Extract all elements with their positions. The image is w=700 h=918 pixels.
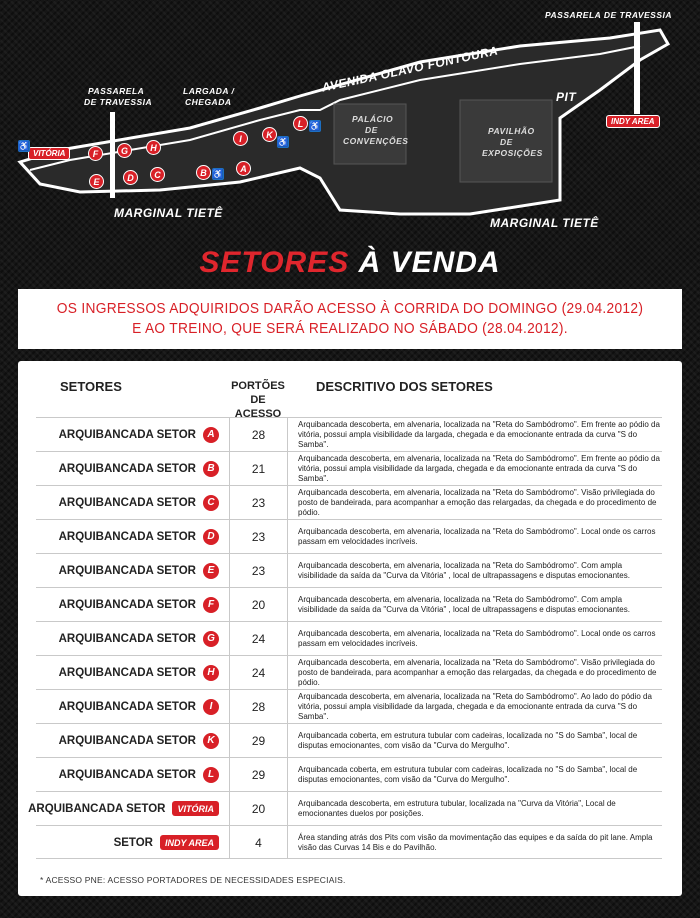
- header-descritivo: DESCRITIVO DOS SETORES: [316, 379, 493, 394]
- sector-name: ARQUIBANCADA SETOR: [58, 564, 196, 577]
- table-row: [36, 689, 662, 723]
- sector-name-cell: [36, 452, 230, 485]
- table-row: [36, 485, 662, 519]
- map-label-passarela-left-1: PASSARELA: [88, 86, 145, 96]
- map-sector-h: H: [146, 140, 161, 155]
- map-label-passarela-left-2: DE TRAVESSIA: [84, 97, 153, 107]
- sector-name: ARQUIBANCADA SETOR: [58, 734, 196, 747]
- gates-count: 21: [230, 452, 288, 485]
- accessibility-icon: ♿: [277, 136, 289, 147]
- sector-name: ARQUIBANCADA SETOR: [58, 496, 196, 509]
- sector-badge: G: [203, 631, 219, 647]
- gates-count: 28: [230, 690, 288, 723]
- sector-description: Arquibancada descoberta, em alvenaria, localizada na "Reta do Sambódromo". Com ampla visibilidade da saída da "Curva da Vitória" , local de ultrapassagens e disputas emocionantes.: [298, 594, 630, 614]
- sector-name-cell: [36, 554, 230, 587]
- sector-description: Arquibancada descoberta, em alvenaria, localizada na "Reta do Sambódromo". Local onde os carros passam em velocidades incríveis.: [298, 526, 656, 546]
- sector-badge: A: [203, 427, 219, 443]
- map-sector-b: B: [196, 165, 211, 180]
- map-sector-k: K: [262, 127, 277, 142]
- gates-count: 23: [230, 520, 288, 553]
- map-sector-f: F: [88, 146, 103, 161]
- accessibility-icon: ♿: [309, 120, 321, 131]
- sector-name-cell: [36, 826, 230, 859]
- accessibility-icon: ♿: [18, 140, 30, 151]
- map-label-marginal-right: MARGINAL TIETÊ: [490, 216, 599, 230]
- header-portoes: PORTÕES DE ACESSO: [231, 380, 285, 420]
- map-label-pit: PIT: [556, 90, 577, 104]
- circuit-map: [0, 0, 700, 240]
- gates-count: 28: [230, 418, 288, 451]
- table-row: [36, 417, 662, 451]
- sector-description: Arquibancada descoberta, em alvenaria, localizada na "Reta do Sambódromo". Em frente ao pódio da vitória, possui ampla visibilidade da largada, chegada e da emocionante entrada da curva "S do Samba".: [298, 453, 660, 483]
- circuit-map-graphic: [0, 0, 700, 240]
- map-sector-g: G: [117, 143, 132, 158]
- page-title-red: SETORES: [199, 246, 350, 279]
- table-row: [28, 791, 662, 825]
- footnote: * ACESSO PNE: ACESSO PORTADORES DE NECESSIDADES ESPECIAIS.: [40, 875, 346, 885]
- map-sector-l: L: [293, 116, 308, 131]
- sector-description: Arquibancada descoberta, em estrutura tubular, localizada na "Curva da Vitória", Local de emocionantes duelos por posições.: [298, 798, 616, 818]
- gates-count: 20: [230, 792, 288, 825]
- sector-name-cell: [36, 486, 230, 519]
- gates-count: 23: [230, 554, 288, 587]
- accessibility-icon: ♿: [212, 168, 224, 179]
- sector-description: Área standing atrás dos Pits com visão da movimentação das equipes e da saída do pit lane. Ampla visão das Curvas 14 Bis e do Pavilhão.: [298, 832, 653, 852]
- sector-name: ARQUIBANCADA SETOR: [58, 530, 196, 543]
- sector-name: ARQUIBANCADA SETOR: [28, 802, 166, 815]
- sector-badge: E: [203, 563, 219, 579]
- gates-count: 4: [230, 826, 288, 859]
- sector-name-cell: [36, 588, 230, 621]
- sector-badge: VITÓRIA: [172, 801, 219, 816]
- sector-badge: H: [203, 665, 219, 681]
- sector-badge: I: [203, 699, 219, 715]
- sector-name-cell: [36, 656, 230, 689]
- map-label-pavilhao-1: PAVILHÃO: [488, 126, 535, 136]
- sector-description: Arquibancada coberta, em estrutura tubular com cadeiras, localizada no "S do Samba", local de disputas emocionantes, com visão da "Curva do Mergulho".: [298, 730, 638, 750]
- sector-name-cell: [36, 690, 230, 723]
- table-row: [36, 587, 662, 621]
- sector-badge: K: [203, 733, 219, 749]
- passarela-left-bar: [110, 112, 115, 198]
- sector-name: ARQUIBANCADA SETOR: [58, 666, 196, 679]
- notice-box: [18, 289, 682, 349]
- sector-name: ARQUIBANCADA SETOR: [58, 428, 196, 441]
- gates-count: 24: [230, 622, 288, 655]
- map-label-largada-1: LARGADA /: [183, 86, 235, 96]
- notice-line-2: E AO TREINO, QUE SERÁ REALIZADO NO SÁBADO (28.04.2012).: [132, 321, 568, 337]
- sector-name: ARQUIBANCADA SETOR: [58, 632, 196, 645]
- gates-count: 23: [230, 486, 288, 519]
- sector-name-cell: [36, 622, 230, 655]
- gates-count: 29: [230, 724, 288, 757]
- sector-badge: D: [203, 529, 219, 545]
- sector-description: Arquibancada descoberta, em alvenaria, localizada na "Reta do Sambódromo". Visão privilegiada do posto de bandeirada, para acompanhar a emoção das relargadas, da chegada e do procedimento de pódio.: [298, 487, 657, 517]
- table-row: [36, 655, 662, 689]
- map-sector-i: I: [233, 131, 248, 146]
- sector-badge: B: [203, 461, 219, 477]
- map-sector-indy-area: INDY AREA: [606, 115, 660, 128]
- sector-description: Arquibancada coberta, em estrutura tubular com cadeiras, localizada no "S do Samba", local de disputas emocionantes, com visão da "Curva do Mergulho".: [298, 764, 638, 784]
- map-label-pavilhao-2: DE: [500, 137, 513, 147]
- sector-badge: INDY AREA: [160, 835, 219, 850]
- map-label-palacio-2: DE: [365, 125, 378, 135]
- gates-count: 29: [230, 758, 288, 791]
- sector-name-cell: [36, 520, 230, 553]
- sector-name-cell: [36, 418, 230, 451]
- sectors-table: [28, 417, 662, 859]
- notice-line-1: OS INGRESSOS ADQUIRIDOS DARÃO ACESSO À CORRIDA DO DOMINGO (29.04.2012): [56, 301, 644, 317]
- sector-name: SETOR: [113, 836, 153, 849]
- map-label-palacio-1: PALÁCIO: [352, 114, 394, 124]
- table-row: [36, 757, 662, 791]
- gates-count: 20: [230, 588, 288, 621]
- header-setores: SETORES: [60, 379, 122, 394]
- sector-description: Arquibancada descoberta, em alvenaria, localizada na "Reta do Sambódromo". Em frente ao pódio da vitória, possui ampla visibilidade da largada, chegada e da emocionante entrada da curva "S do Samba".: [298, 419, 660, 449]
- map-sector-d: D: [123, 170, 138, 185]
- map-sector-e: E: [89, 174, 104, 189]
- page-title: [0, 246, 700, 280]
- map-sector-a: A: [236, 161, 251, 176]
- sector-description: Arquibancada descoberta, em alvenaria, localizada na "Reta do Sambódromo". Com ampla visibilidade da saída da "Curva da Vitória" , local de ultrapassagens e disputas emocionantes.: [298, 560, 630, 580]
- map-label-largada-2: CHEGADA: [185, 97, 232, 107]
- sector-description: Arquibancada descoberta, em alvenaria, localizada na "Reta do Sambódromo". Visão privilegiada do posto de bandeirada, para acompanhar a emoção das relargadas, da chegada e do procedimento de pódio.: [298, 657, 657, 687]
- passarela-right-bar: [634, 22, 640, 114]
- sector-description: Arquibancada descoberta, em alvenaria, localizada na "Reta do Sambódromo". Local onde os carros passam em velocidades incríveis.: [298, 628, 656, 648]
- map-label-palacio-3: CONVENÇÕES: [343, 136, 409, 146]
- sector-name: ARQUIBANCADA SETOR: [58, 700, 196, 713]
- table-row: [36, 621, 662, 655]
- sector-name-cell: [28, 792, 230, 825]
- map-label-pavilhao-3: EXPOSIÇÕES: [482, 148, 543, 158]
- map-label-passarela-top: PASSARELA DE TRAVESSIA: [545, 10, 673, 20]
- map-label-avenida: AVENIDA OLAVO FONTOURA: [320, 43, 500, 95]
- sector-name-cell: [36, 724, 230, 757]
- sector-badge: F: [203, 597, 219, 613]
- sector-description: Arquibancada descoberta, em alvenaria, localizada na "Reta do Sambódromo". Ao lado do pódio da vitória, possui ampla visibilidade da largada, chegada e da emocionante entrada da curva "S do Samba".: [298, 691, 652, 721]
- page-title-white: À VENDA: [358, 246, 501, 279]
- sectors-table-panel: [18, 361, 682, 896]
- map-label-marginal-left: MARGINAL TIETÊ: [114, 206, 223, 220]
- table-row: [36, 553, 662, 587]
- table-row: [36, 825, 662, 859]
- sector-badge: L: [203, 767, 219, 783]
- table-row: [36, 451, 662, 485]
- map-sector-c: C: [150, 167, 165, 182]
- sector-name: ARQUIBANCADA SETOR: [58, 598, 196, 611]
- sector-badge: C: [203, 495, 219, 511]
- table-row: [36, 519, 662, 553]
- map-sector-vitoria: VITÓRIA: [28, 147, 70, 160]
- gates-count: 24: [230, 656, 288, 689]
- table-row: [36, 723, 662, 757]
- sector-name-cell: [36, 758, 230, 791]
- sector-name: ARQUIBANCADA SETOR: [58, 462, 196, 475]
- sector-name: ARQUIBANCADA SETOR: [58, 768, 196, 781]
